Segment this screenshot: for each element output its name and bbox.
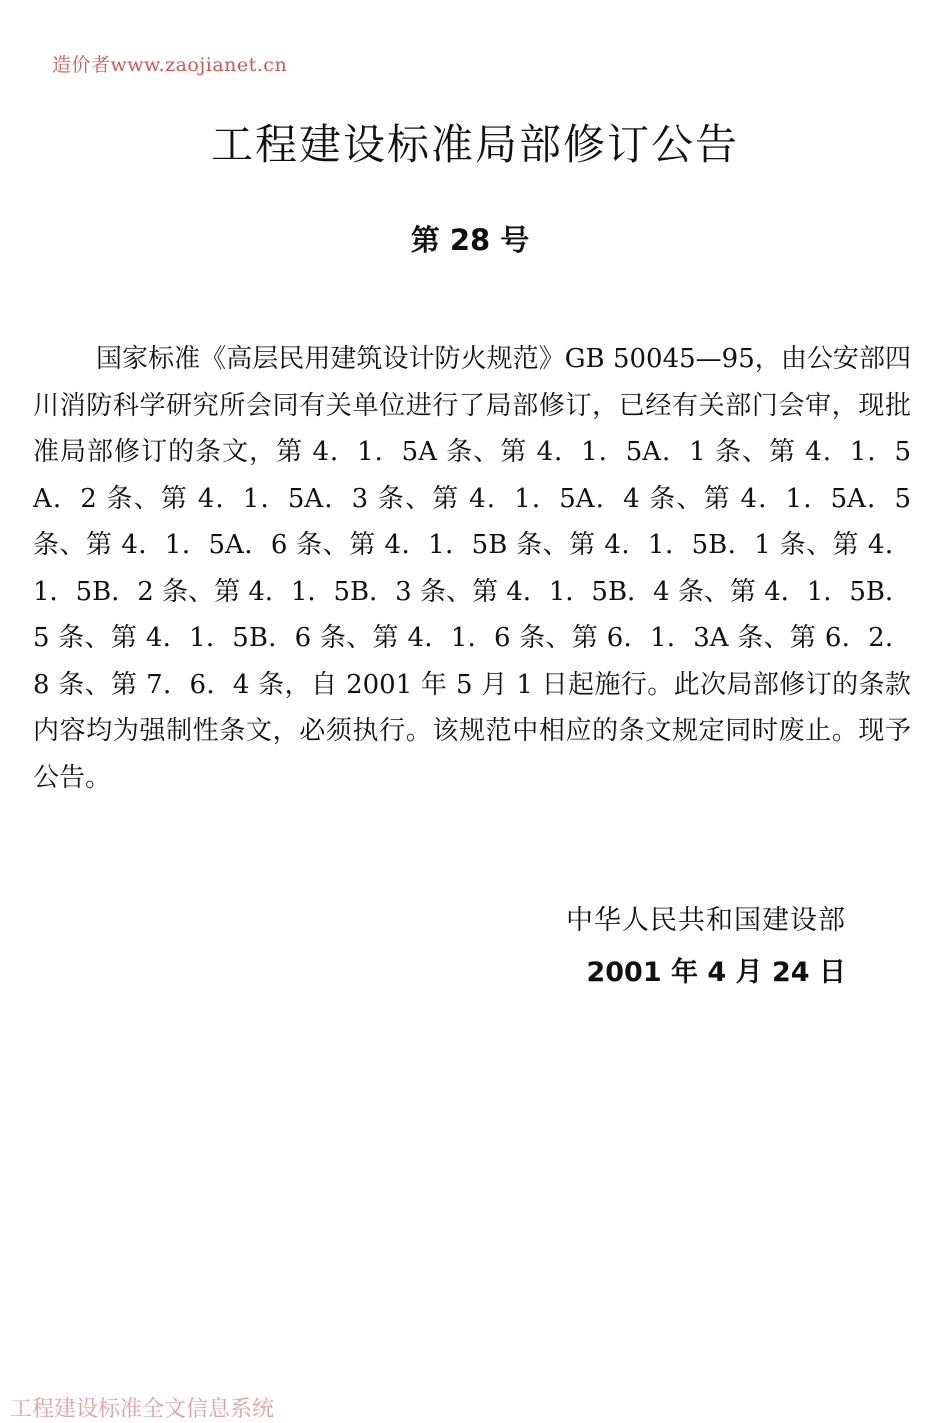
issue-date: 2001 年 4 月 24 日	[586, 957, 846, 988]
footer-watermark: 工程建设标准全文信息系统	[10, 1397, 275, 1422]
document-title: 工程建设标准局部修订公告	[210, 120, 739, 169]
announcement-body: 国家标准《高层民用建筑设计防火规范》GB 50045—95，由公安部四川消防科学研究所会同有关单位进行了局部修订，已经有关部门会审，现批准局部修订的条文，第 4．1．5A 条、第 4．1．5A．1 条、第 4．1．5A．2 条、第 4．1．5A．3 条、第 4．1．5A．4 条、第 4．1．5A．5 条、第 4．1．5A．6 条、第 4．1．5B 条、第 4．1．5B．1 条、第 4．1．5B．2 条、第 4．1．5B．3 条、第 4．1．5B．4 条、第 4．1．5B．5 条、第 4．1．5B．6 条、第 4．1．6 条、第 6．1．3A 条、第 6．2．8 条、第 7．6．4 条，自 2001 年 5 月 1 日起施行。此次局部修订的条款内容均为强制性条文，必须执行。该规范中相应的条文规定同时废止。现予公告。	[33, 344, 911, 793]
announcement-number: 第 28 号	[410, 223, 530, 257]
site-watermark: 造价者www.zaojianet.cn	[52, 54, 288, 76]
issuing-authority: 中华人民共和国建设部	[566, 905, 846, 936]
